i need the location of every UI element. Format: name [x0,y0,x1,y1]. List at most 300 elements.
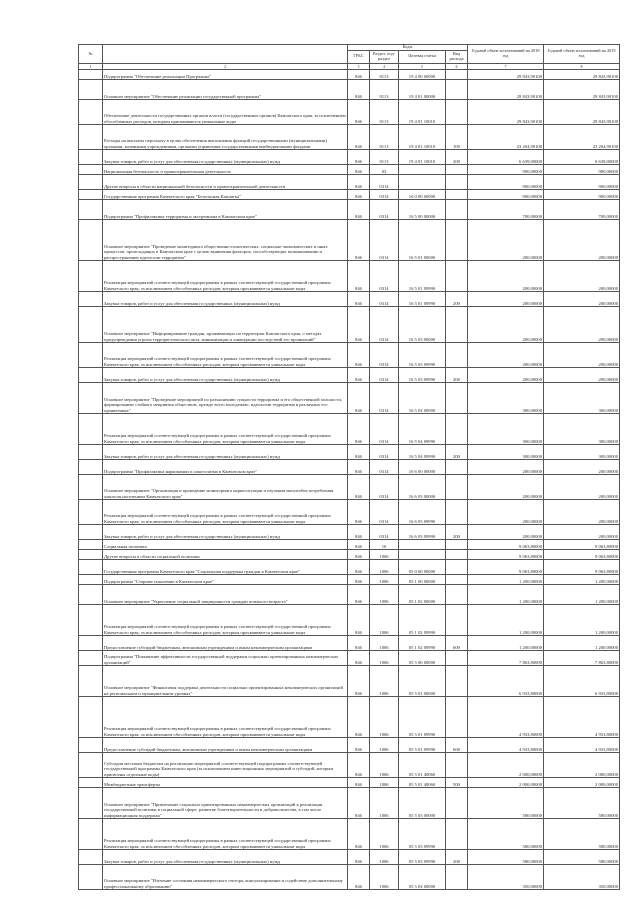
row-name-cell: Предоставление субсидий бюджетным, автономным учреждениям и иным некоммерческим организациям [103,635,348,650]
row-amount-2018-cell: 9 063,80000 [468,549,544,559]
row-grbs-cell: 846 [348,99,370,124]
row-target-cell [399,164,446,174]
row-target-cell: 16 5 04 09990 [399,444,446,459]
row-razdel-cell: 1006 [370,549,399,559]
row-razdel-cell: 1006 [370,665,399,696]
row-name-cell: Реализация мероприятий соответствующей подпрограммы в рамках соответствующей государственной программы Камчатского края, за исключением обособленных расходов, которым присваиваются уникальные коды [103,413,348,444]
row-vid-cell [446,584,468,604]
row-grbs-cell: 846 [348,524,370,539]
table-row [79,574,620,584]
row-target-cell: 19 4 01 10010 [399,149,446,164]
row-amount-2018-cell: 580,00000 [468,818,544,849]
row-amount-2018-cell: 200,00000 [468,291,544,306]
row-vid-cell: 200 [446,849,468,864]
row-target-cell: 05 1 00 00000 [399,574,446,584]
table-row [79,604,620,635]
row-grbs-cell: 846 [348,696,370,737]
row-grbs-cell: 846 [348,650,370,665]
row-amount-2018-cell: 300,00000 [468,413,544,444]
row-target-cell: 16 5 04 09990 [399,413,446,444]
row-name-cell: Закупка товаров, работ и услуг для обеспечения государственных (муниципальных) нужд [103,291,348,306]
row-number-cell [79,219,103,260]
column-number: 7 [468,63,544,69]
row-amount-2019-cell: 9 063,80000 [544,559,620,574]
row-name-cell: Подпрограмма "Обеспечение реализации Программы" [103,69,348,79]
row-amount-2018-cell: 200,00000 [468,367,544,382]
row-razdel-cell: 0314 [370,382,399,413]
table-row [79,174,620,189]
row-name-cell: Реализация мероприятий соответствующей подпрограммы в рамках соответствующей государственной программы Камчатского края, за исключением обособленных расходов, которым присваиваются уникальные коды [103,818,348,849]
row-amount-2019-cell: 29 843,90100 [544,99,620,124]
row-name-cell: Основное мероприятие "Обеспечение реализации государственной программы" [103,79,348,99]
row-vid-cell [446,818,468,849]
row-number-cell [79,665,103,696]
header-codes-group: Коды [348,45,468,51]
row-target-cell: 16 5 01 09990 [399,260,446,291]
table-row [79,306,620,342]
header-vid: Вид расхода [446,50,468,63]
row-amount-2018-cell: 29 843,90100 [468,79,544,99]
row-amount-2018-cell: 200,00000 [468,474,544,499]
column-number: 2 [103,63,348,69]
table-row [79,124,620,149]
row-name-cell: Основное мероприятие "Укрепление социальной защищенности граждан пожилого возраста" [103,584,348,604]
row-number-cell [79,574,103,584]
row-target-cell: 05 5 01 40060 [399,752,446,777]
row-amount-2018-cell: 6 933,80000 [468,665,544,696]
row-vid-cell [446,665,468,696]
table-row [79,864,620,889]
row-amount-2019-cell: 200,00000 [544,260,620,291]
row-amount-2019-cell: 200,00000 [544,219,620,260]
row-target-cell: 19 4 01 10010 [399,124,446,149]
row-name-cell: Расходы на выплаты персоналу в целях обеспечения выполнения функций государственными (муниципальными) органами, казенными учреждениями, органами управления государственными внебюджетными фондами [103,124,348,149]
row-amount-2018-cell: 4 933,80000 [468,696,544,737]
row-target-cell: 16 5 03 00000 [399,306,446,342]
row-amount-2018-cell: 4 933,80000 [468,737,544,752]
row-number-cell [79,459,103,474]
row-amount-2018-cell: 900,00000 [468,164,544,174]
row-vid-cell: 100 [446,124,468,149]
row-number-cell [79,413,103,444]
row-number-cell [79,99,103,124]
row-amount-2018-cell: 1 200,00000 [468,604,544,635]
row-razdel-cell: 0113 [370,124,399,149]
row-target-cell: 05 5 01 40060 [399,777,446,787]
row-amount-2018-cell: 1 200,00000 [468,574,544,584]
row-vid-cell [446,604,468,635]
row-target-cell [399,539,446,549]
row-name-cell: Реализация мероприятий соответствующей подпрограммы в рамках соответствующей государственной программы Камчатского края, за исключением обособленных расходов, которым присваиваются уникальные коды [103,260,348,291]
row-vid-cell [446,219,468,260]
row-name-cell: Обеспечение деятельности государственных органов власти (государственных органов) Камчатского края, за исключением обособленных расходов, которым присваиваются уникальные коды [103,99,348,124]
row-name-cell: Основное мероприятие "Привлечение социально ориентированных некоммерческих организаций к реализации государственной политики в социальной сфере, развитие благотворительности и добровольчества, в том числе информационная поддержка" [103,787,348,818]
row-amount-2018-cell: 350,00000 [468,864,544,889]
row-vid-cell [446,99,468,124]
row-amount-2019-cell: 200,00000 [544,474,620,499]
row-grbs-cell: 846 [348,849,370,864]
row-name-cell: Предоставление субсидий бюджетным, автономным учреждениям и иным некоммерческим организациям [103,737,348,752]
row-grbs-cell: 846 [348,174,370,189]
row-grbs-cell: 846 [348,549,370,559]
row-grbs-cell: 846 [348,260,370,291]
table-row [79,737,620,752]
row-target-cell: 05 5 03 09990 [399,849,446,864]
row-amount-2018-cell: 2 000,00000 [468,777,544,787]
table-row [79,413,620,444]
row-grbs-cell: 846 [348,499,370,524]
row-vid-cell: 600 [446,635,468,650]
row-razdel-cell: 1006 [370,696,399,737]
row-name-cell: Другие вопросы в области социальной политики [103,549,348,559]
row-grbs-cell: 846 [348,539,370,549]
row-vid-cell [446,413,468,444]
table-row [79,99,620,124]
row-name-cell: Реализация мероприятий соответствующей подпрограммы в рамках соответствующей государственной программы Камчатского края, за исключением обособленных расходов, которым присваиваются уникальные коды [103,696,348,737]
table-row [79,559,620,574]
row-razdel-cell: 10 [370,539,399,549]
row-number-cell [79,524,103,539]
row-amount-2019-cell: 900,00000 [544,189,620,199]
row-amount-2019-cell: 580,00000 [544,849,620,864]
row-name-cell: Государственная программа Камчатского края "Безопасная Камчатка" [103,189,348,199]
row-razdel-cell: 03 [370,164,399,174]
row-target-cell: 05 5 01 00000 [399,665,446,696]
row-amount-2019-cell: 200,00000 [544,459,620,474]
row-amount-2019-cell: 900,00000 [544,174,620,189]
row-razdel-cell: 1006 [370,559,399,574]
row-vid-cell [446,342,468,367]
row-razdel-cell: 0314 [370,367,399,382]
row-name-cell: Подпрограмма "Повышение эффективности государственной поддержки социально ориентированных некоммерческих организаций" [103,650,348,665]
row-name-cell: Закупка товаров, работ и услуг для обеспечения государственных (муниципальных) нужд [103,524,348,539]
row-target-cell: 16 5 04 00000 [399,382,446,413]
row-name-cell: Основное мероприятие "Финансовая поддержка деятельности социально ориентированных некоммерческих организаций на региональном и муниципальном уровнях" [103,665,348,696]
row-amount-2018-cell: 7 863,80000 [468,650,544,665]
row-number-cell [79,549,103,559]
row-vid-cell [446,199,468,219]
row-amount-2018-cell: 9 063,80000 [468,539,544,549]
row-amount-2019-cell: 23 204,90100 [544,124,620,149]
row-razdel-cell: 1006 [370,777,399,787]
row-razdel-cell: 0314 [370,219,399,260]
row-grbs-cell: 846 [348,635,370,650]
row-name-cell: Реализация мероприятий соответствующей подпрограммы в рамках соответствующей государственной программы Камчатского края, за исключением обособленных расходов, которым присваиваются уникальные коды [103,604,348,635]
row-number-cell [79,79,103,99]
row-target-cell: 16 6 03 09990 [399,499,446,524]
table-row [79,650,620,665]
row-amount-2018-cell: 200,00000 [468,499,544,524]
table-row [79,549,620,559]
row-target-cell: 16 5 03 09990 [399,367,446,382]
row-razdel-cell: 0314 [370,342,399,367]
row-amount-2019-cell: 900,00000 [544,164,620,174]
row-number-cell [79,444,103,459]
table-row [79,849,620,864]
row-amount-2019-cell: 4 933,80000 [544,696,620,737]
row-name-cell: Основное мероприятие "Изучение состояния некоммерческого сектора, консультирование и содействие дополнительному профессиональному образованию" [103,864,348,889]
row-amount-2018-cell: 200,00000 [468,459,544,474]
row-amount-2019-cell: 7 863,80000 [544,650,620,665]
row-amount-2019-cell: 9 063,80000 [544,539,620,549]
row-vid-cell: 200 [446,444,468,459]
row-grbs-cell: 846 [348,584,370,604]
header-target: Целевая статья [399,50,446,63]
row-name-cell: Основное мероприятие "Проведение мероприятий по разъяснению сущности терроризма и его общественной опасности, формированию стойкого неприятия обществом, прежде всего молодежью, идеологии терроризма в различных его проявлениях" [103,382,348,413]
row-number-cell [79,260,103,291]
row-number-cell [79,474,103,499]
row-amount-2018-cell: 200,00000 [468,342,544,367]
row-grbs-cell: 846 [348,474,370,499]
table-row [79,459,620,474]
row-amount-2018-cell: 900,00000 [468,189,544,199]
row-amount-2019-cell: 300,00000 [544,444,620,459]
row-number-cell [79,737,103,752]
row-grbs-cell: 846 [348,864,370,889]
row-number-cell [79,559,103,574]
row-amount-2018-cell: 1 200,00000 [468,584,544,604]
row-vid-cell: 200 [446,524,468,539]
row-amount-2019-cell: 580,00000 [544,818,620,849]
row-amount-2018-cell: 300,00000 [468,444,544,459]
row-amount-2019-cell: 6 639,00000 [544,149,620,164]
row-amount-2018-cell: 580,00000 [468,787,544,818]
row-vid-cell [446,260,468,291]
row-number-cell [79,499,103,524]
row-razdel-cell: 0314 [370,499,399,524]
row-razdel-cell: 0314 [370,291,399,306]
row-target-cell: 16 5 00 00000 [399,199,446,219]
row-amount-2018-cell: 9 063,80000 [468,559,544,574]
row-razdel-cell: 0113 [370,69,399,79]
row-amount-2019-cell: 2 000,00000 [544,752,620,777]
row-target-cell: 19 4 01 10010 [399,99,446,124]
row-target-cell: 19 4 01 00000 [399,79,446,99]
row-name-cell: Межбюджетные трансферты [103,777,348,787]
row-number-cell [79,149,103,164]
row-amount-2019-cell: 2 000,00000 [544,777,620,787]
row-razdel-cell: 0314 [370,260,399,291]
row-vid-cell: 200 [446,291,468,306]
row-vid-cell [446,69,468,79]
row-target-cell: 16 5 03 09990 [399,342,446,367]
row-number-cell [79,199,103,219]
row-amount-2018-cell: 29 843,90100 [468,99,544,124]
row-amount-2019-cell: 200,00000 [544,306,620,342]
row-razdel-cell: 0314 [370,459,399,474]
row-vid-cell [446,650,468,665]
row-amount-2018-cell: 200,00000 [468,524,544,539]
row-target-cell: 16 5 01 09990 [399,291,446,306]
table-row [79,199,620,219]
row-vid-cell [446,79,468,99]
table-body [79,69,620,889]
row-grbs-cell: 846 [348,79,370,99]
table-row [79,189,620,199]
row-razdel-cell: 0314 [370,413,399,444]
table-row [79,696,620,737]
row-razdel-cell: 0113 [370,79,399,99]
row-razdel-cell: 1006 [370,864,399,889]
row-razdel-cell: 1006 [370,818,399,849]
row-amount-2019-cell: 1 200,00000 [544,574,620,584]
row-name-cell: Другие вопросы в области национальной безопасности и правоохранительной деятельности [103,174,348,189]
column-number: 5 [399,63,446,69]
row-grbs-cell: 846 [348,787,370,818]
table-row [79,499,620,524]
row-amount-2019-cell: 9 063,80000 [544,549,620,559]
table-row [79,164,620,174]
row-number-cell [79,124,103,149]
row-number-cell [79,864,103,889]
row-amount-2019-cell: 200,00000 [544,342,620,367]
row-razdel-cell: 1006 [370,604,399,635]
row-grbs-cell: 846 [348,752,370,777]
table-row [79,79,620,99]
row-razdel-cell: 0314 [370,199,399,219]
row-number-cell [79,174,103,189]
row-target-cell: 16 6 03 09990 [399,524,446,539]
row-amount-2018-cell: 200,00000 [468,260,544,291]
column-number: 1 [79,63,103,69]
row-grbs-cell: 846 [348,291,370,306]
table-row [79,818,620,849]
row-number-cell [79,342,103,367]
row-target-cell: 05 5 03 00000 [399,787,446,818]
row-grbs-cell: 846 [348,306,370,342]
row-amount-2018-cell: 23 204,90100 [468,124,544,149]
row-amount-2018-cell: 580,00000 [468,849,544,864]
row-name-cell: Подпрограмма "Профилактика наркомании и алкоголизма в Камчатском крае" [103,459,348,474]
row-number-cell [79,650,103,665]
row-number-cell [79,291,103,306]
row-amount-2019-cell: 700,00000 [544,199,620,219]
row-number-cell [79,696,103,737]
row-razdel-cell: 1006 [370,787,399,818]
row-amount-2018-cell: 200,00000 [468,306,544,342]
table-row [79,69,620,79]
row-number-cell [79,635,103,650]
row-amount-2019-cell: 580,00000 [544,787,620,818]
row-name-cell: Основное мероприятие "Проведение мониторинга общественно-политических, социально-экономических и иных процессов, происходящих в Камчатском крае с целью выявления факторов, способствующих возникновению и распространению идеологии терроризма" [103,219,348,260]
row-target-cell: 05 1 02 00000 [399,584,446,604]
row-number-cell [79,382,103,413]
row-vid-cell: 200 [446,149,468,164]
row-amount-2018-cell: 29 843,90100 [468,69,544,79]
row-vid-cell [446,189,468,199]
row-vid-cell [446,559,468,574]
row-grbs-cell: 846 [348,189,370,199]
row-amount-2019-cell: 350,00000 [544,864,620,889]
row-grbs-cell: 846 [348,574,370,584]
row-name-cell: Основное мероприятие "Информирование граждан, проживающих на территории Камчатского края, о методах предупреждения угрозы террористического акта, минимизации и ликвидации последствий его проявлений" [103,306,348,342]
row-number-cell [79,189,103,199]
row-vid-cell [446,164,468,174]
row-grbs-cell: 846 [348,444,370,459]
budget-table [78,44,620,890]
row-amount-2018-cell: 900,00000 [468,174,544,189]
row-vid-cell [446,752,468,777]
row-amount-2018-cell: 1 200,00000 [468,635,544,650]
row-vid-cell [446,459,468,474]
table-row [79,291,620,306]
table-row [79,367,620,382]
table-row [79,444,620,459]
row-target-cell: 05 5 01 09990 [399,737,446,752]
table-row [79,635,620,650]
row-grbs-cell: 846 [348,219,370,260]
row-target-cell: 05 1 02 09990 [399,635,446,650]
row-amount-2018-cell: 6 639,00000 [468,149,544,164]
row-amount-2019-cell: 1 200,00000 [544,604,620,635]
row-number-cell [79,818,103,849]
row-vid-cell [446,474,468,499]
header-year-2018: Годовой объем ассигнований на 2018 год [468,45,544,64]
row-amount-2018-cell: 300,00000 [468,382,544,413]
header-razdel: Раздел, под-раздел [370,50,399,63]
row-vid-cell [446,539,468,549]
row-razdel-cell: 0314 [370,189,399,199]
row-number-cell [79,164,103,174]
column-number: 6 [446,63,468,69]
row-amount-2018-cell: 700,00000 [468,199,544,219]
row-razdel-cell: 0314 [370,174,399,189]
row-target-cell: 16 0 00 00000 [399,189,446,199]
row-razdel-cell: 0113 [370,99,399,124]
row-target-cell: 05 0 00 00000 [399,559,446,574]
row-grbs-cell: 846 [348,382,370,413]
row-vid-cell [446,306,468,342]
row-grbs-cell: 846 [348,342,370,367]
row-amount-2019-cell: 6 933,80000 [544,665,620,696]
row-amount-2019-cell: 1 200,00000 [544,635,620,650]
row-grbs-cell: 846 [348,367,370,382]
row-vid-cell: 500 [446,777,468,787]
header-name [103,45,348,64]
row-name-cell: Национальная безопасность и правоохранительная деятельность [103,164,348,174]
row-razdel-cell: 0113 [370,149,399,164]
row-vid-cell: 600 [446,737,468,752]
row-razdel-cell: 1006 [370,574,399,584]
column-number: 8 [544,63,620,69]
row-razdel-cell: 0314 [370,474,399,499]
row-razdel-cell: 1006 [370,635,399,650]
table-row [79,787,620,818]
row-vid-cell [446,174,468,189]
table-row [79,584,620,604]
row-number-cell [79,584,103,604]
row-vid-cell [446,787,468,818]
row-name-cell: Социальная политика [103,539,348,549]
row-name-cell: Закупка товаров, работ и услуг для обеспечения государственных (муниципальных) нужд [103,444,348,459]
row-grbs-cell: 846 [348,737,370,752]
row-number-cell [79,306,103,342]
row-amount-2019-cell: 29 843,90100 [544,79,620,99]
row-name-cell: Реализация мероприятий соответствующей подпрограммы в рамках соответствующей государственной программы Камчатского края, за исключением обособленных расходов, которым присваиваются уникальные коды [103,342,348,367]
row-grbs-cell: 846 [348,149,370,164]
row-amount-2019-cell: 200,00000 [544,291,620,306]
row-number-cell [79,539,103,549]
table-row [79,149,620,164]
row-grbs-cell: 846 [348,818,370,849]
column-number: 4 [370,63,399,69]
row-vid-cell [446,382,468,413]
row-name-cell: Субсидии местным бюджетам на реализацию мероприятий соответствующей подпрограммы соответствующей государственной программы Камчатского края (за исключением инвестиционных мероприятий и субсидий, которым присвоены отдельные коды) [103,752,348,777]
row-amount-2019-cell: 1 200,00000 [544,584,620,604]
row-razdel-cell: 0314 [370,444,399,459]
row-number-cell [79,787,103,818]
row-grbs-cell: 846 [348,459,370,474]
